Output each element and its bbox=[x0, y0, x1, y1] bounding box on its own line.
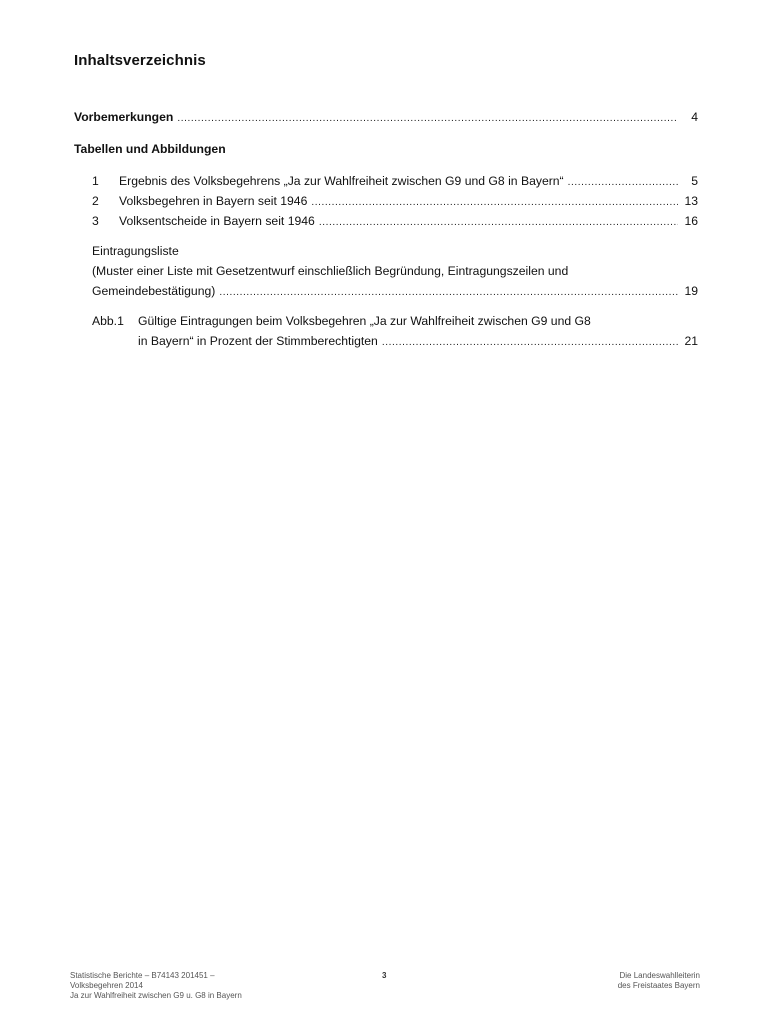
toc-page-number: 13 bbox=[684, 194, 698, 208]
toc-entry-figure-1[interactable] bbox=[138, 333, 698, 351]
toc-entry-label: Gemeindebestätigung) bbox=[92, 284, 216, 298]
toc-entry-label: Ergebnis des Volksbegehrens „Ja zur Wahlfreiheit zwischen G9 und G8 in Bayern“ bbox=[119, 174, 564, 188]
toc-entry-figure-number: Abb.1 bbox=[92, 314, 124, 328]
toc-page-number: 16 bbox=[684, 214, 698, 228]
toc-entry-label: in Bayern“ in Prozent der Stimmberechtigten bbox=[138, 334, 378, 348]
footer-series: Statistische Berichte – B74143 201451 – bbox=[70, 971, 215, 980]
toc-entry-number: 3 bbox=[92, 214, 99, 228]
toc-entry-label: Volksbegehren in Bayern seit 1946 bbox=[119, 194, 308, 208]
footer-report-subtitle: Ja zur Wahlfreiheit zwischen G9 u. G8 in Bayern bbox=[70, 991, 242, 1000]
toc-entry-liste-title: Eintragungsliste bbox=[92, 244, 179, 258]
toc-entry-table-3[interactable] bbox=[92, 213, 698, 231]
footer-right bbox=[618, 971, 700, 991]
page-title: Inhaltsverzeichnis bbox=[74, 52, 206, 69]
footer-left bbox=[70, 971, 242, 1001]
toc-leader-dots bbox=[177, 111, 678, 127]
toc-leader-dots bbox=[319, 215, 678, 231]
toc-page-number: 5 bbox=[691, 174, 698, 188]
footer-authority: Die Landeswahlleiterin bbox=[619, 971, 700, 980]
toc-entry-number: 2 bbox=[92, 194, 99, 208]
toc-leader-dots bbox=[382, 335, 678, 351]
toc-page-number: 21 bbox=[684, 334, 698, 348]
toc-entry-vorbemerkungen[interactable] bbox=[74, 109, 698, 127]
toc-entry-liste[interactable] bbox=[92, 283, 698, 301]
footer-authority-state: des Freistaates Bayern bbox=[617, 981, 700, 990]
toc-leader-dots bbox=[219, 285, 678, 301]
toc-entry-table-2[interactable] bbox=[92, 193, 698, 211]
toc-leader-dots bbox=[568, 175, 678, 191]
toc-entry-figure-label-line1: Gültige Eintragungen beim Volksbegehren „Ja zur Wahlfreiheit zwischen G9 und G8 bbox=[138, 314, 591, 328]
toc-page-number: 19 bbox=[684, 284, 698, 298]
toc-entry-number: 1 bbox=[92, 174, 99, 188]
toc-page-number: 4 bbox=[691, 110, 698, 124]
toc-entry-label: Vorbemerkungen bbox=[74, 110, 174, 124]
section-heading: Tabellen und Abbildungen bbox=[74, 142, 226, 156]
toc-entry-table-1[interactable] bbox=[92, 173, 698, 191]
toc-leader-dots bbox=[311, 195, 678, 211]
toc-entry-label: Volksentscheide in Bayern seit 1946 bbox=[119, 214, 315, 228]
footer-page-number: 3 bbox=[382, 971, 387, 980]
footer-report-title: Volksbegehren 2014 bbox=[70, 981, 143, 990]
toc-entry-liste-description: (Muster einer Liste mit Gesetzentwurf einschließlich Begründung, Eintragungszeilen und bbox=[92, 264, 569, 278]
